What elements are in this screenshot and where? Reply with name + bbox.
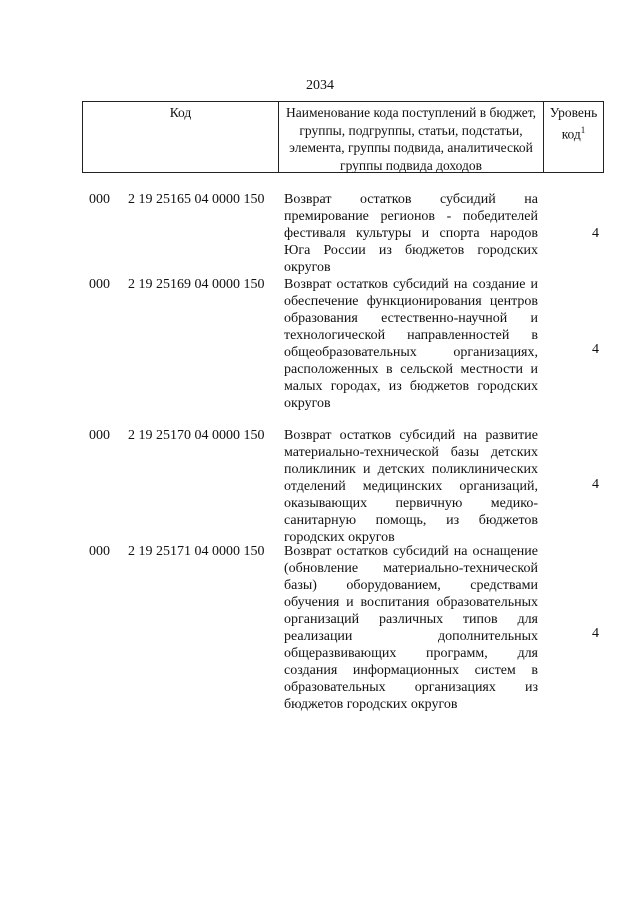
header-code: Код (82, 102, 279, 172)
row-admin-code: 000 (89, 428, 110, 443)
row-name: Возврат остатков субсидий на развитие материально-технической базы детских поликлиник и детских поликлинических отделений медицинских организаций, оказывающих первичную медико-санитарную помощь, из бюджетов городских округов (284, 428, 538, 545)
header-level-footnote: 1 (580, 124, 586, 135)
table-header (82, 101, 604, 173)
row-level: 4 (592, 626, 599, 641)
row-name: Возврат остатков субсидий на оснащение (обновление материально-технической базы) оборудованием, средствами обучения и воспитания образовательных организаций различных типов для реализации дополнительных общеразвивающих программ, для создания информационных систем в образовательных организациях из бюджетов городских округов (284, 544, 538, 712)
row-level: 4 (592, 477, 599, 492)
row-admin-code: 000 (89, 544, 110, 559)
page-number: 2034 (306, 78, 334, 93)
row-budget-code: 2 19 25165 04 0000 150 (128, 192, 265, 207)
row-admin-code: 000 (89, 192, 110, 207)
row-admin-code: 000 (89, 277, 110, 292)
row-budget-code: 2 19 25169 04 0000 150 (128, 277, 265, 292)
header-level-label: Уровень код (549, 105, 598, 141)
header-level (544, 102, 604, 172)
row-level: 4 (592, 342, 599, 357)
row-budget-code: 2 19 25171 04 0000 150 (128, 544, 265, 559)
header-name: Наименование кода поступлений в бюджет, группы, подгруппы, статьи, подстатьи, элемента, группы подвида, аналитической группы подвида доходов (279, 102, 544, 172)
row-name: Возврат остатков субсидий на создание и обеспечение функционирования центров образования естественно-научной и технологической направленностей в общеобразовательных организациях, расположенных в сельской местности и малых городах, из бюджетов городских округов (284, 277, 538, 411)
row-budget-code: 2 19 25170 04 0000 150 (128, 428, 265, 443)
row-name: Возврат остатков субсидий на премирование регионов - победителей фестиваля культуры и спорта народов Юга России из бюджетов городских округов (284, 192, 538, 275)
row-level: 4 (592, 226, 599, 241)
